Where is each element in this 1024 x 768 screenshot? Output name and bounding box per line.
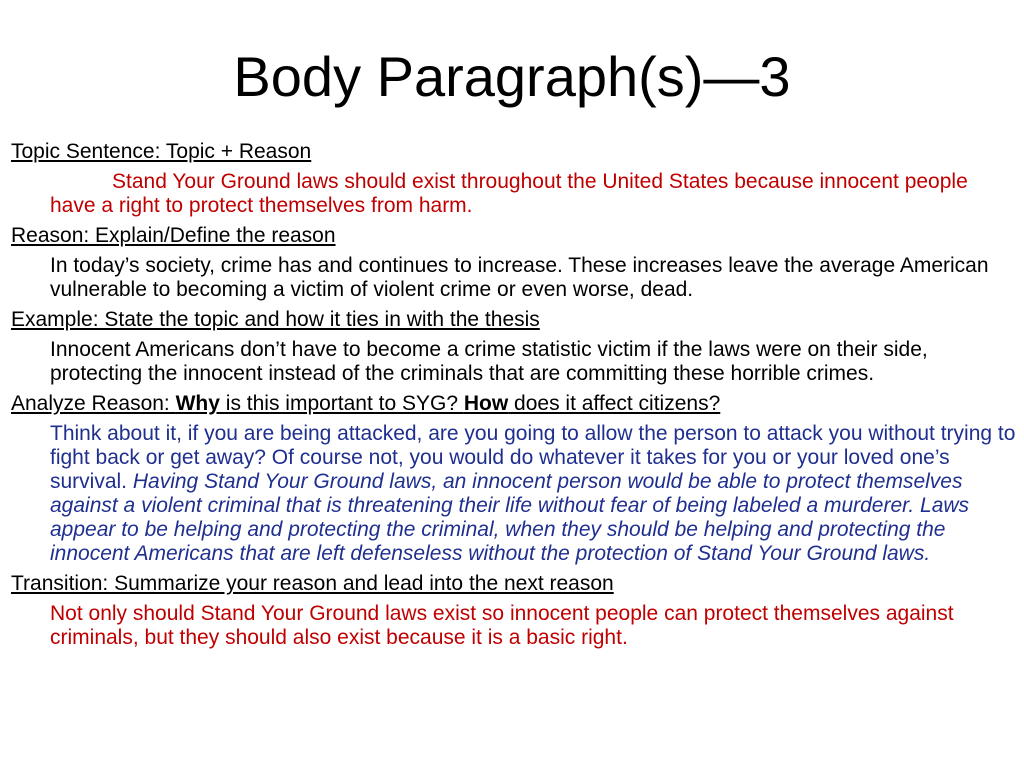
reason-text: In today’s society, crime has and continues to increase. These increases leave the average American vulnerable to becoming a victim of violent crime or even worse, dead. [50, 254, 989, 301]
example-text: Innocent Americans don’t have to become a crime statistic victim if the laws were on their side, protecting the innocent instead of the criminals that are committing these horrible crimes. [50, 338, 928, 385]
topic-sentence-heading: Topic Sentence: Topic + Reason [11, 140, 312, 163]
slide-content [11, 140, 1017, 656]
example-heading: Example: State the topic and how it ties in with the thesis [11, 308, 540, 331]
slide-title: Body Paragraph(s)—3 [233, 45, 791, 108]
analyze-reason-text [11, 422, 1017, 566]
analyze-heading-suffix: does it affect citizens? [508, 392, 721, 415]
transition-heading: Transition: Summarize your reason and lead into the next reason [11, 572, 614, 595]
topic-sentence-text: Stand Your Ground laws should exist throughout the United States because innocent people have a right to protect themselves from harm. [50, 170, 968, 217]
reason-heading: Reason: Explain/Define the reason [11, 224, 336, 247]
analyze-heading-prefix: Analyze Reason: [11, 392, 176, 415]
analyze-reason-heading [11, 392, 1017, 416]
analyze-heading-how: How [463, 392, 509, 415]
analyze-text-plain: Think about it, if you are being attacked, are you going to allow the person to attack you without trying to fight back or get away? Of course not, you would do whatever it takes for you or your loved one’s survival. [50, 422, 1016, 493]
analyze-heading-mid: is this important to SYG? [219, 392, 464, 415]
analyze-heading-why: Why [175, 392, 220, 415]
analyze-text-italic: Having Stand Your Ground laws, an innocent person would be able to protect themselves against a violent criminal that is threatening their life without fear of being labeled a murderer. Laws appear to be helping and protecting the criminal, when they should be helping and protecting the innocent Americans that are left defenseless without the protection of Stand Your Ground laws. [50, 470, 970, 565]
transition-text: Not only should Stand Your Ground laws exist so innocent people can protect themselves against criminals, but they should also exist because it is a basic right. [50, 602, 954, 649]
